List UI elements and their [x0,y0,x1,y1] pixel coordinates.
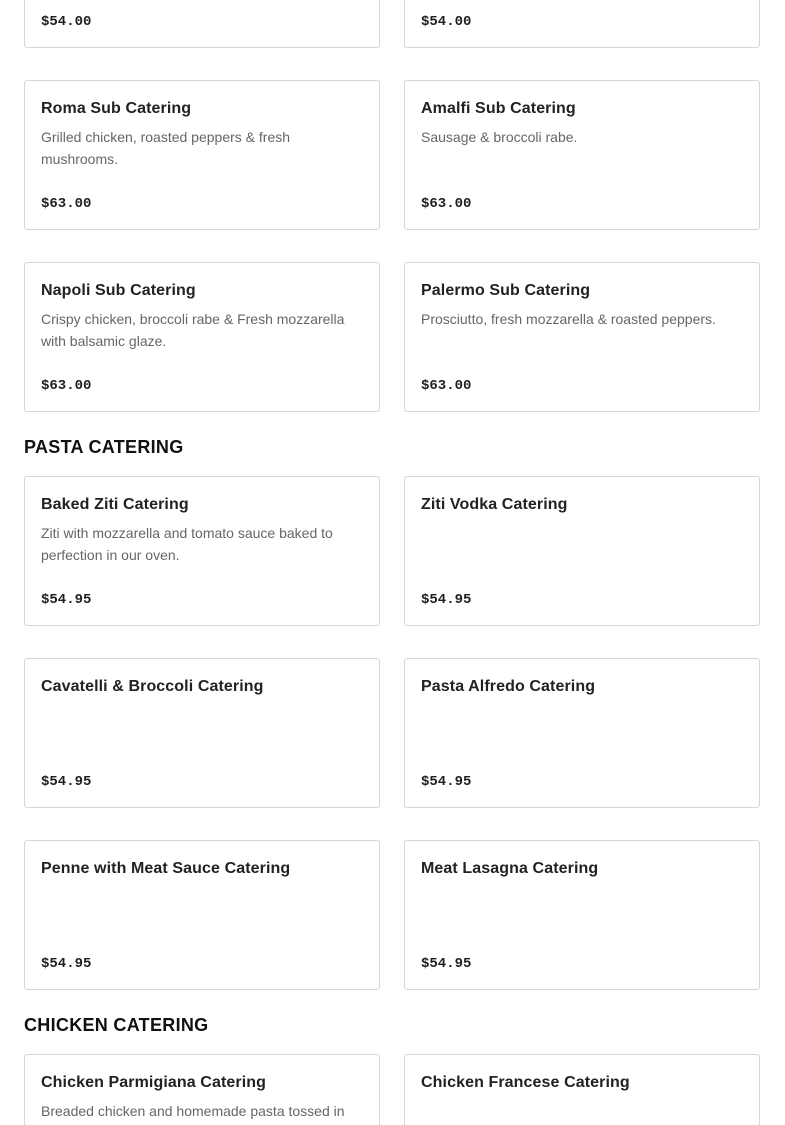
menu-item-name: Palermo Sub Catering [421,282,591,299]
menu-item-name: Penne with Meat Sauce Catering [41,860,291,877]
menu-item-price: $54.00 [41,14,92,30]
menu-item-description: Sausage & broccoli rabe. [421,129,578,145]
menu-item-name: Chicken Francese Catering [421,1074,630,1091]
menu-item-name: Napoli Sub Catering [41,282,196,299]
menu-item-name: Amalfi Sub Catering [421,100,576,117]
menu-item-price: $54.95 [421,956,472,972]
menu-item-card[interactable] [404,262,760,412]
menu-row [24,262,761,412]
menu-item-name: Pasta Alfredo Catering [421,678,596,695]
menu-item-price: $54.95 [421,592,472,608]
menu-row [24,80,761,230]
menu-row [24,658,761,808]
menu-item-card[interactable] [24,0,380,48]
menu-row [24,1054,761,1125]
section-heading-chicken: CHICKEN CATERING [24,1015,209,1035]
menu-item-price: $54.95 [41,774,92,790]
menu-item-card[interactable] [404,1054,760,1125]
menu-item-price: $63.00 [41,378,92,394]
menu-row [24,476,761,626]
menu-item-price: $54.95 [41,956,92,972]
menu-item-price: $63.00 [421,378,472,394]
menu-item-price: $63.00 [41,196,92,212]
menu-item-name: Roma Sub Catering [41,100,192,117]
menu-item-card[interactable] [24,80,380,230]
menu-row [24,0,761,48]
menu-item-price: $54.95 [41,592,92,608]
menu-item-name: Meat Lasagna Catering [421,860,599,877]
menu-item-description: Prosciutto, fresh mozzarella & roasted peppers. [421,311,716,327]
menu-item-price: $54.00 [421,14,472,30]
menu-item-card[interactable] [404,0,760,48]
menu-item-price: $63.00 [421,196,472,212]
menu-item-description: Breaded chicken and homemade pasta tossed in [41,1103,345,1119]
menu-item-card[interactable] [404,80,760,230]
menu-item-name: Chicken Parmigiana Catering [41,1074,266,1091]
menu-item-name: Ziti Vodka Catering [421,496,568,513]
menu-item-card[interactable] [24,476,380,626]
menu-item-description: Grilled chicken, roasted peppers & fresh mushrooms. [41,129,291,167]
menu-item-card[interactable] [24,840,380,990]
menu-item-card[interactable] [24,1054,380,1125]
menu-item-card[interactable] [24,262,380,412]
menu-item-card[interactable] [404,840,760,990]
section-heading-pasta: PASTA CATERING [24,437,184,457]
menu-item-card[interactable] [404,476,760,626]
menu-item-card[interactable] [24,658,380,808]
menu-row [24,840,761,990]
menu-item-card[interactable] [404,658,760,808]
menu-item-name: Cavatelli & Broccoli Catering [41,678,264,695]
menu-item-description: Crispy chicken, broccoli rabe & Fresh mozzarella with balsamic glaze. [41,311,345,349]
menu-item-description: Ziti with mozzarella and tomato sauce baked to perfection in our oven. [41,525,333,563]
menu-item-price: $54.95 [421,774,472,790]
menu-item-name: Baked Ziti Catering [41,496,189,513]
